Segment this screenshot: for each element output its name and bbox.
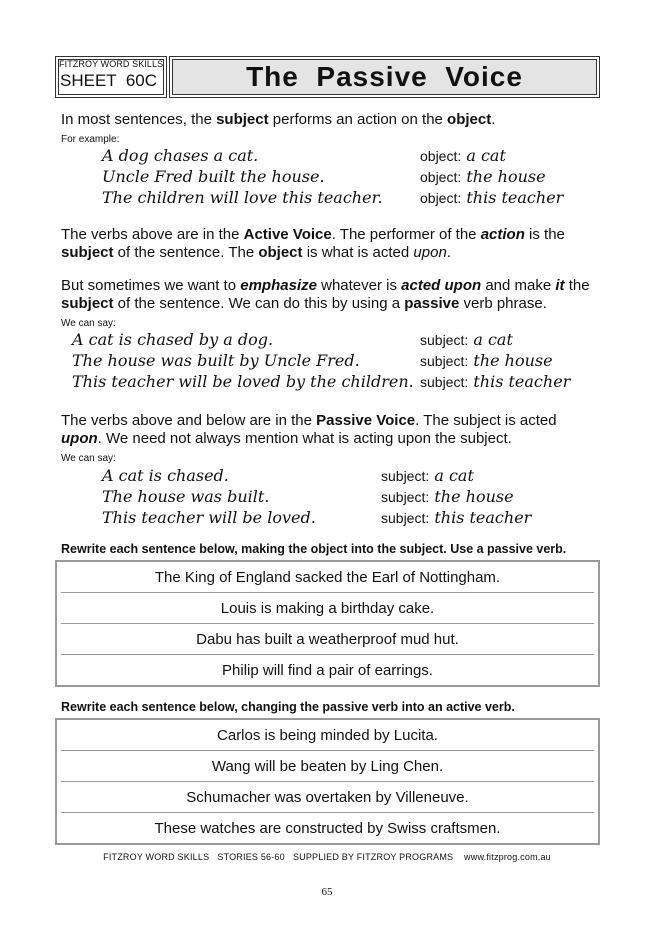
example-subject: subject: a cat bbox=[420, 330, 513, 349]
example-object: object: this teacher bbox=[420, 188, 564, 207]
example-sentence: A cat is chased. bbox=[102, 466, 229, 485]
table-row: These watches are constructed by Swiss craftsmen. bbox=[154, 819, 501, 837]
page-title: The Passive Voice bbox=[246, 61, 523, 92]
header bbox=[55, 56, 600, 98]
page-number: 65 bbox=[321, 886, 333, 898]
table-row: The King of England sacked the Earl of Nottingham. bbox=[61, 562, 594, 593]
table-row: Wang will be beaten by Ling Chen. bbox=[61, 751, 594, 782]
example-subject: subject: the house bbox=[420, 351, 553, 370]
example-subject: subject: a cat bbox=[381, 466, 474, 485]
example-subject: subject: this teacher bbox=[381, 508, 532, 527]
example-object: object: a cat bbox=[420, 146, 506, 165]
example-sentence: The house was built. bbox=[102, 487, 270, 506]
exercise2-table bbox=[55, 718, 600, 845]
exercise1-table bbox=[55, 560, 600, 687]
example-sentence: The children will love this teacher. bbox=[102, 188, 383, 207]
sheet-box bbox=[55, 56, 167, 98]
example-subject: subject: the house bbox=[381, 487, 514, 506]
table-row: Philip will find a pair of earrings. bbox=[222, 661, 433, 679]
table-row: Dabu has built a weatherproof mud hut. bbox=[61, 624, 594, 655]
active-voice-paragraph: The verbs above are in the Active Voice. The performer of the action is the subject of the sentence. The object is what is acted upon. bbox=[61, 226, 565, 261]
example-subject: subject: this teacher bbox=[420, 372, 571, 391]
we-can-say-label: We can say: bbox=[61, 318, 116, 329]
exercise2-instruction: Rewrite each sentence below, changing the passive verb into an active verb. bbox=[61, 700, 515, 714]
table-row: Carlos is being minded by Lucita. bbox=[61, 720, 594, 751]
passive-voice-paragraph: The verbs above and below are in the Passive Voice. The subject is acted upon. We need not always mention what is acting upon the subject. bbox=[61, 412, 557, 447]
sheet-number: SHEET 60C bbox=[60, 71, 158, 90]
we-can-say-label: We can say: bbox=[61, 453, 116, 464]
example-sentence: Uncle Fred built the house. bbox=[102, 167, 325, 186]
emphasis-paragraph: But sometimes we want to emphasize whatever is acted upon and make it the subject of the sentence. We can do this by using a passive verb phrase. bbox=[61, 277, 590, 312]
example-sentence: A dog chases a cat. bbox=[102, 146, 259, 165]
for-example-label: For example: bbox=[61, 134, 120, 145]
example-sentence: This teacher will be loved by the children. bbox=[72, 372, 414, 391]
exercise1-instruction: Rewrite each sentence below, making the object into the subject. Use a passive verb. bbox=[61, 542, 567, 556]
table-row: Schumacher was overtaken by Villeneuve. bbox=[61, 782, 594, 813]
brand-label: FITZROY WORD SKILLS bbox=[59, 59, 164, 69]
example-object: object: the house bbox=[420, 167, 546, 186]
title-box bbox=[169, 56, 600, 98]
example-sentence: This teacher will be loved. bbox=[102, 508, 316, 527]
footer-text: FITZROY WORD SKILLS STORIES 56-60 SUPPLIED BY FITZROY PROGRAMS www.fitzprog.com.au bbox=[103, 852, 551, 862]
example-sentence: The house was built by Uncle Fred. bbox=[72, 351, 360, 370]
intro-paragraph: In most sentences, the subject performs an action on the object. bbox=[61, 111, 496, 128]
example-sentence: A cat is chased by a dog. bbox=[72, 330, 274, 349]
table-row: Louis is making a birthday cake. bbox=[61, 593, 594, 624]
